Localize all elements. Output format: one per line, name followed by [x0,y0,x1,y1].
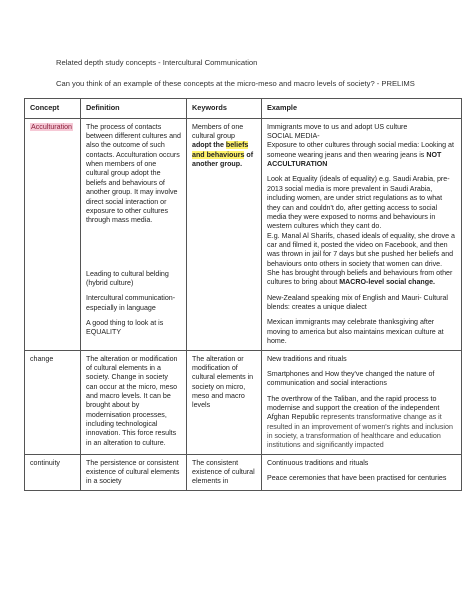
intro-heading: Related depth study concepts - Intercultural Communication [56,58,258,67]
keywords-cell [187,454,262,490]
intro-question: Can you think of an example of these concepts at the micro-meso and macro levels of society? - PRELIMS [56,79,415,88]
example-paragraph: Mexican immigrants may celebrate thanksgiving after moving to america but also maintains mexican culture at home. [267,318,444,346]
table-header-row [25,99,462,119]
example-line: E.g. Manal Al Sharifs, chased ideals of equality, she drove a car and filmed it, posted the video on Facebook, and then was thrown in jail for 7 days but she pushed her beliefs and behaviours onto others in society that women can drive. She has brought through beliefs and behaviours from other cultures to bring about [267,231,455,287]
keywords-bold: of another group. [192,150,254,169]
keywords-bold: adopt the [192,141,224,150]
keywords-text: The consistent existence of cultural elements in [192,458,255,486]
example-line: Immigrants move to us and adopt US culture [267,122,408,131]
concepts-table [24,98,462,491]
concept-change: change [30,354,54,363]
example-paragraph: Smartphones and How they've changed the nature of communication and social interactions [267,369,435,388]
definition-text: The process of contacts between different cultures and also the outcome of such contacts. Acculturation occurs when members of one cultural group adopt the beliefs and behaviours of another group. It may involve direct social interaction or exposure to other cultures through mass media. [86,122,181,225]
example-line: The overthrow of the Taliban, and the rapid process to modernise and support the creation of the independent Afghan Republic [267,394,440,422]
definition-note: A good thing to look at is EQUALITY [86,319,164,337]
header-definition: Definition [81,99,187,119]
keywords-text: The alteration or modification of cultural elements in society on micro, meso and macro levels [192,354,254,410]
example-cell [262,350,462,454]
example-paragraph: Look at Equality (ideals of equality) e.g. Saudi Arabia, pre-2013 social media is more prevalent in Saudi Arabia, including women, are under strict regulations as to what they can and couldn't do, after getting access to social media they were exposed to norms and behaviours in western cultures which they cant do. [267,175,450,231]
definition-note: Leading to cultural belding (hybrid culture) [86,269,169,287]
definition-cell [81,118,187,350]
header-example: Example [262,99,462,119]
example-line: SOCIAL MEDIA- [267,131,320,140]
concept-cell [25,118,81,350]
header-keywords: Keywords [187,99,262,119]
header-concept: Concept [25,99,81,119]
table-row [25,118,462,350]
example-paragraph [267,123,456,170]
keywords-cell [187,350,262,454]
keywords-cell [187,118,262,350]
example-cell [262,118,462,350]
example-paragraph [267,395,456,451]
example-line: Exposure to other cultures through social media: Looking at someone wearing jeans and then wearing jeans is [267,141,454,159]
example-line: represents transformative change as it resulted in an improvement of women's rights and inclusion in society, a transformation of healthcare and education institutions and significantly impacted [267,413,453,450]
example-bold: MACRO-level social change. [339,278,435,287]
example-paragraph [267,232,456,288]
table-row [25,454,462,490]
concept-continuity: continuity [30,458,60,467]
example-cell [262,454,462,490]
keywords-text: Members of one cultural group [192,122,244,140]
example-paragraph: Peace ceremonies that have been practised for centuries [267,474,447,483]
definition-text: The persistence or consistent existence of cultural elements in a society [86,458,180,486]
example-paragraph: New-Zealand speaking mix of English and Mauri- Cultural blends: creates a unique dialect [267,293,448,312]
concept-acculturation: Acculturation [31,122,73,131]
definition-cell [81,350,187,454]
example-bold: NOT ACCULTURATION [267,150,442,169]
definition-text: The alteration or modification of cultural elements in a society. Change in society can occur at the micro, meso and macro levels. It can be brought about by modernisation processes, including technological innovation. This force results in an alteration to culture. [86,354,178,447]
example-paragraph: New traditions and rituals [267,354,347,363]
definition-cell [81,454,187,490]
concept-cell [25,350,81,454]
keywords-highlight: beliefs and behaviours [192,141,249,159]
concept-cell [25,454,81,490]
definition-note: Intercultural communication- especially in language [86,294,176,312]
example-paragraph: Continuous traditions and rituals [267,458,369,467]
table-row [25,350,462,454]
